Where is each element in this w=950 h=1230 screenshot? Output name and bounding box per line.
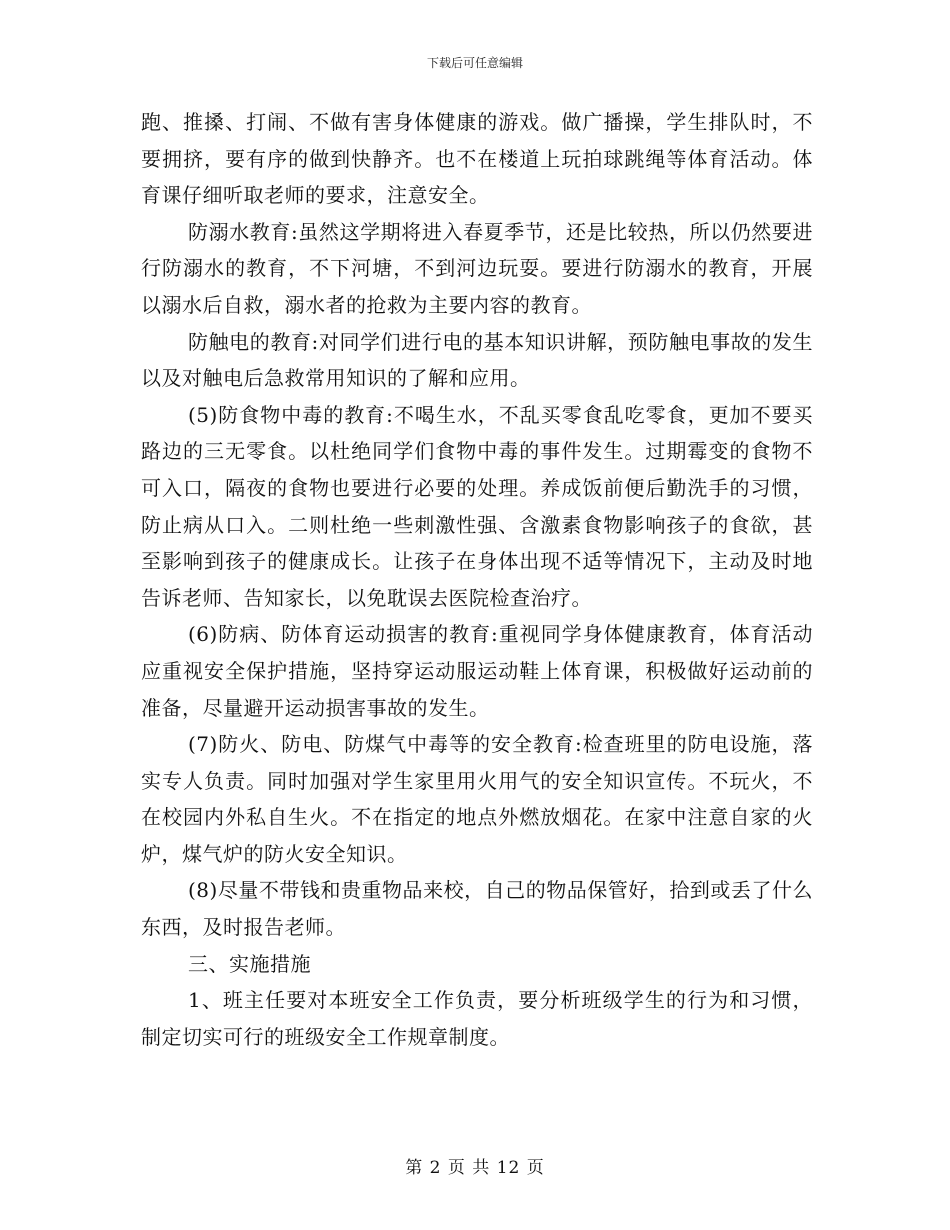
paragraph-5: (6)防病、防体育运动损害的教育:重视同学身体健康教育，体育活动应重视安全保护措施，坚持穿运动服运动鞋上体育课，积极做好运动前的准备，尽量避开运动损害事故的发生。 [141,622,813,720]
paragraph-1: 跑、推搡、打闹、不做有害身体健康的游戏。做广播操，学生排队时，不要拥挤，要有序的做到快静齐。也不在楼道上玩拍球跳绳等体育活动。体育课仔细听取老师的要求，注意安全。 [141,110,813,208]
page-number: 第 2 页 共 12 页 [405,1158,545,1178]
page-header: 下载后可任意编辑 [426,56,523,70]
document-body [141,104,813,1055]
paragraph-8: 1、班主任要对本班安全工作负责，要分析班级学生的行为和习惯，制定切实可行的班级安全工作规章制度。 [141,988,813,1049]
paragraph-3: 防触电的教育:对同学们进行电的基本知识讲解，预防触电事故的发生以及对触电后急救常用知识的了解和应用。 [141,329,813,391]
paragraph-6: (7)防火、防电、防煤气中毒等的安全教育:检查班里的防电设施，落实专人负责。同时加强对学生家里用火用气的安全知识宣传。不玩火，不在校园内外私自生火。不在指定的地点外燃放烟花。在家中注意自家的火炉，煤气炉的防火安全知识。 [141,732,813,866]
section-heading: 三、实施措施 [188,951,311,976]
paragraph-2: 防溺水教育:虽然这学期将进入春夏季节，还是比较热，所以仍然要进行防溺水的教育，不下河塘，不到河边玩耍。要进行防溺水的教育，开展以溺水后自救，溺水者的抢救为主要内容的教育。 [141,219,813,317]
paragraph-4: (5)防食物中毒的教育:不喝生水，不乱买零食乱吃零食，更加不要买路边的三无零食。以杜绝同学们食物中毒的事件发生。过期霉变的食物不可入口，隔夜的食物也要进行必要的处理。养成饭前便后勤洗手的习惯，防止病从口入。二则杜绝一些刺激性强、含激素食物影响孩子的食欲，甚至影响到孩子的健康成长。让孩子在身体出现不适等情况下，主动及时地告诉老师、告知家长，以免耽误去医院检查治疗。 [141,402,813,610]
paragraph-7: (8)尽量不带钱和贵重物品来校，自己的物品保管好，拾到或丢了什么东西，及时报告老师。 [141,878,813,940]
